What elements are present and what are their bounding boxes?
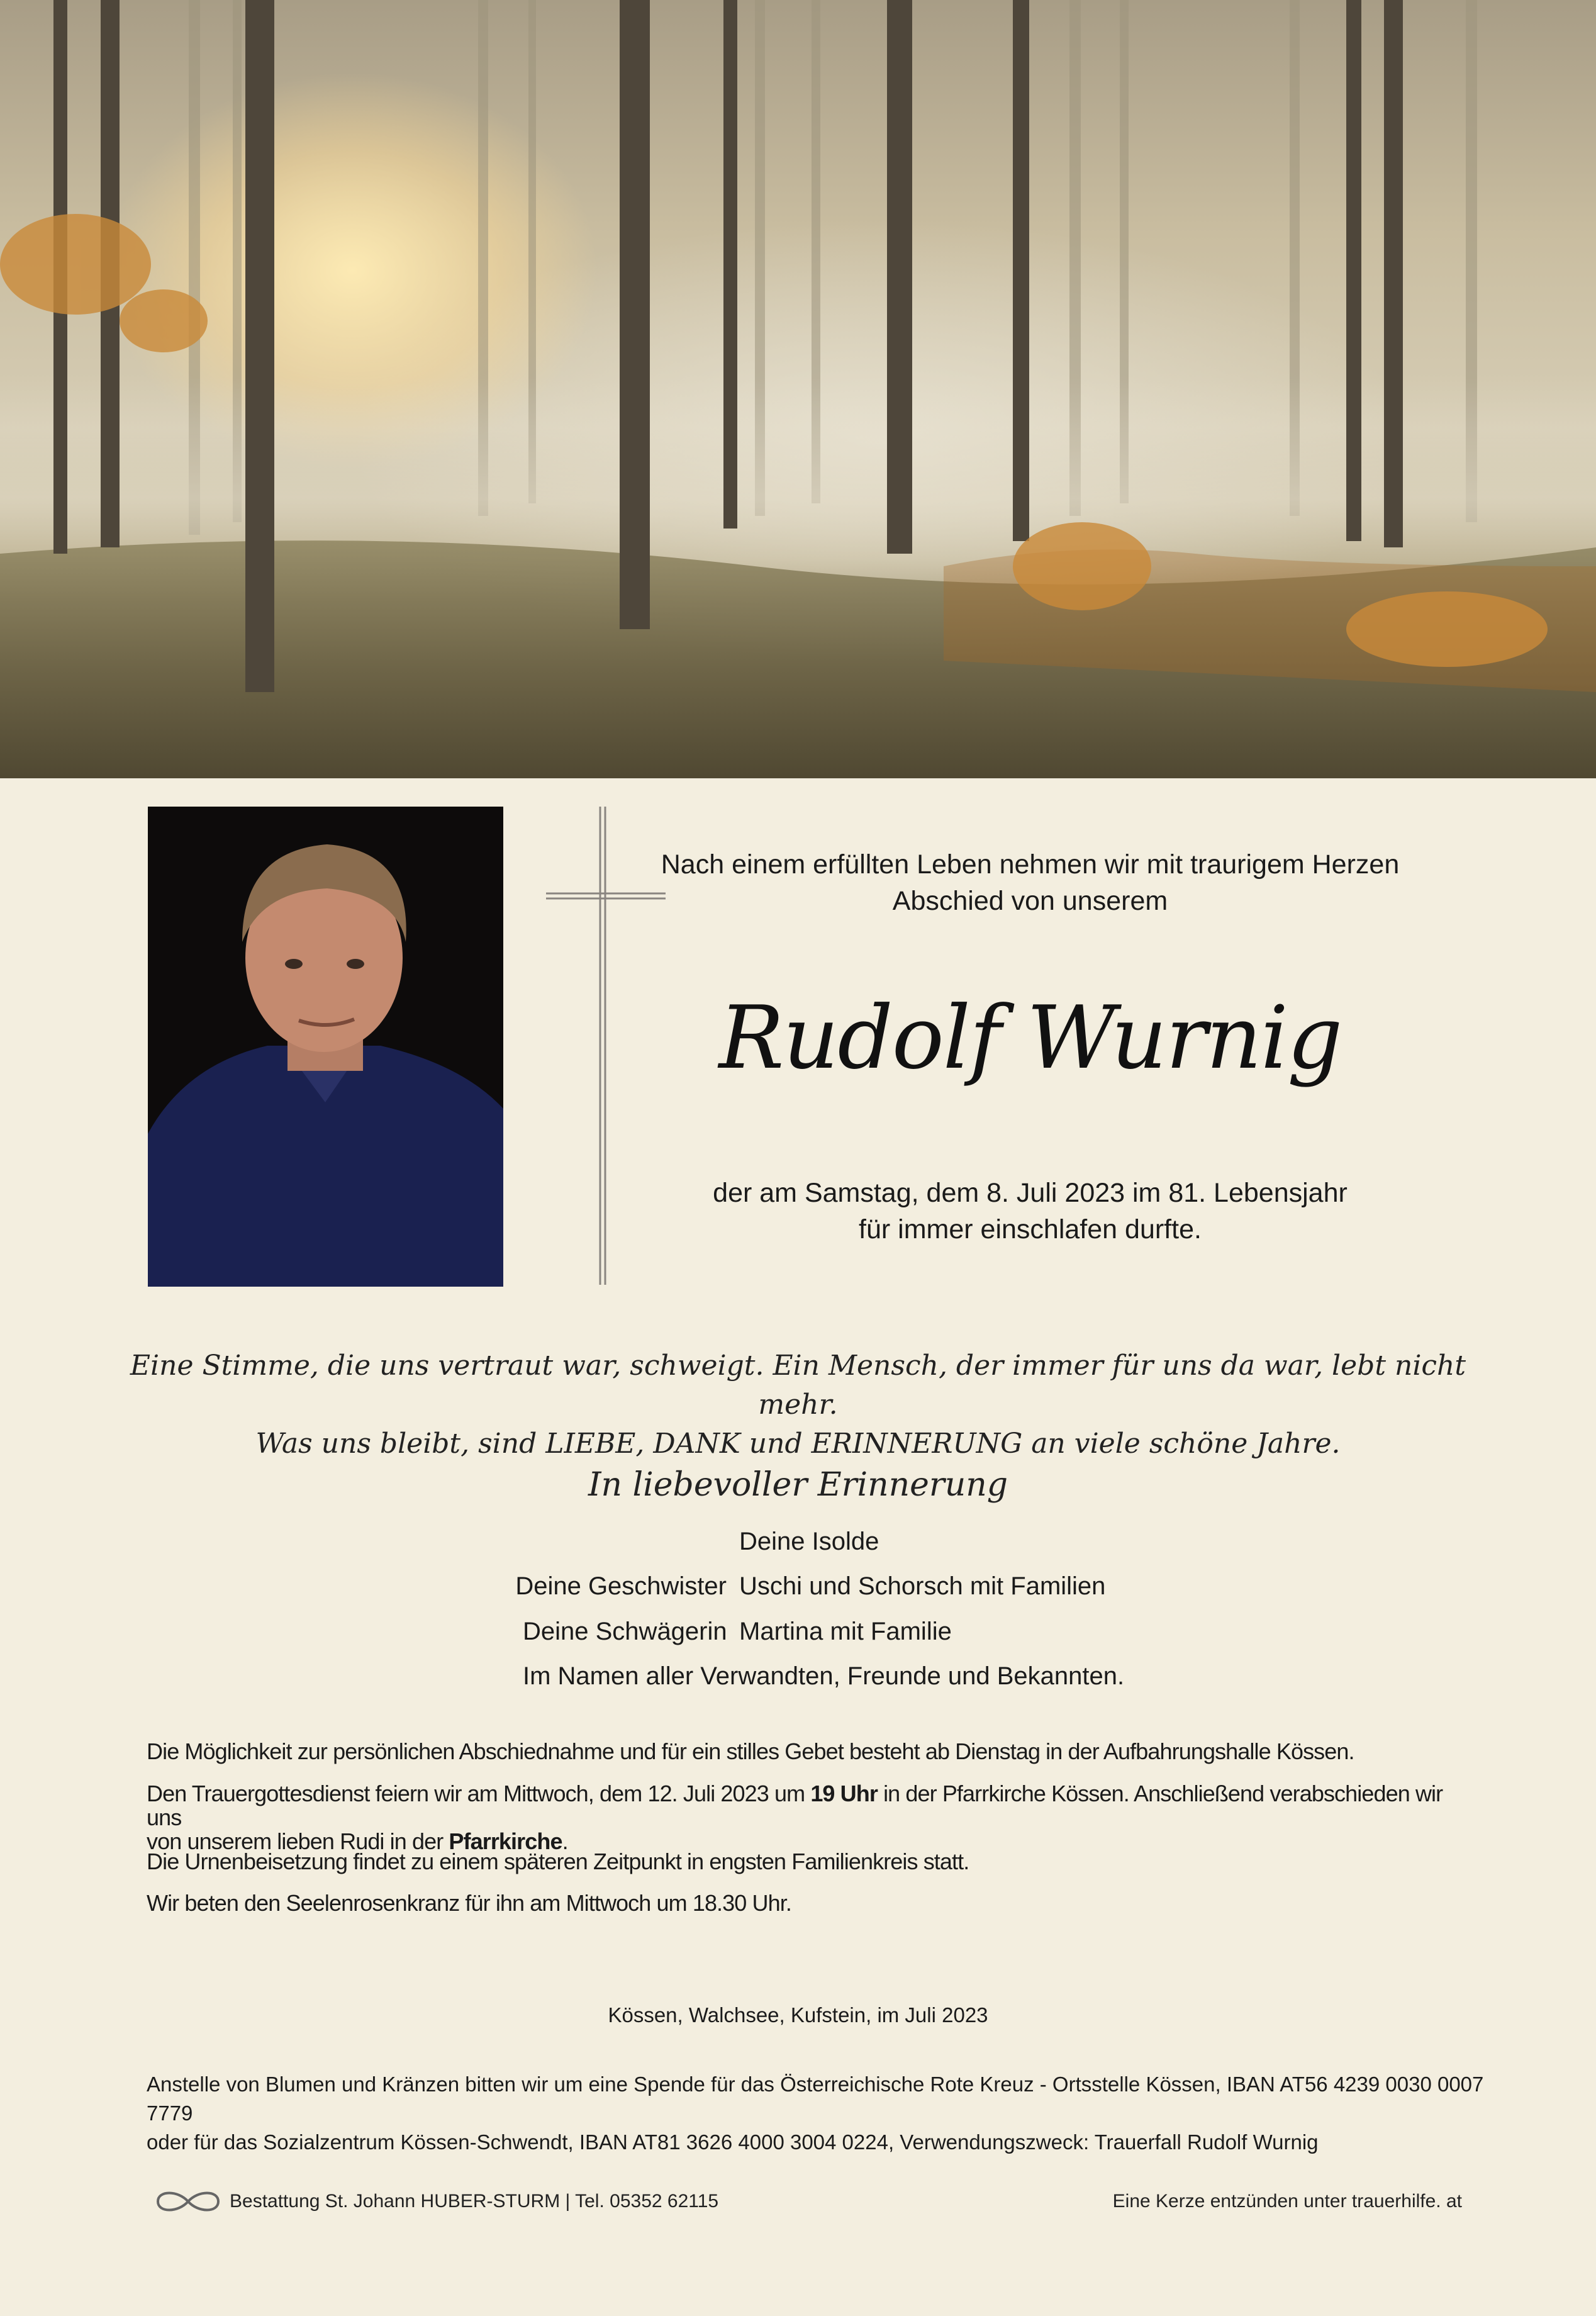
death-notice xyxy=(629,1175,1431,1248)
mourner-name: Deine Isolde xyxy=(739,1528,879,1555)
service-time: 19 Uhr xyxy=(810,1781,878,1806)
memorial-quote xyxy=(126,1346,1470,1463)
intro-text xyxy=(629,846,1431,919)
service-info xyxy=(147,1782,1468,1854)
mourner-role: Deine Schwägerin xyxy=(523,1618,727,1645)
mourner-role: Deine Geschwister xyxy=(515,1572,727,1600)
intro-line-1: Nach einem erfüllten Leben nehmen wir mit traurigem Herzen xyxy=(661,849,1400,880)
forest-illustration xyxy=(0,0,1596,778)
mourner-name: Uschi und Schorsch mit Familien xyxy=(739,1572,1106,1600)
death-line-1: der am Samstag, dem 8. Juli 2023 im 81. Lebensjahr xyxy=(713,1178,1348,1208)
portrait-photo xyxy=(148,807,503,1287)
undertaker-credit xyxy=(153,2189,718,2214)
donation-line-2: oder für das Sozialzentrum Kössen-Schwendt, IBAN AT81 3626 4000 3004 0224, Verwendungszweck: Trauerfall Rudolf Wurnig xyxy=(147,2130,1319,2154)
quote-line-2: Was uns bleibt, sind LIEBE, DANK und ERINNERUNG an viele schöne Jahre. xyxy=(255,1428,1341,1460)
death-line-2: für immer einschlafen durfte. xyxy=(859,1214,1202,1245)
donation-note xyxy=(147,2070,1499,2157)
mourners-closing: Im Namen aller Verwandten, Freunde und Bekannten. xyxy=(523,1662,1125,1690)
donation-line-1: Anstelle von Blumen und Kränzen bitten wir um eine Spende für das Österreichische Rote Kreuz - Ortsstelle Kössen, IBAN AT56 4239 0030 0007 7779 xyxy=(147,2073,1484,2125)
intro-line-2: Abschied von unserem xyxy=(892,886,1168,916)
quote-line-1: Eine Stimme, die uns vertraut war, schweigt. Ein Mensch, der immer für uns da war, lebt nicht mehr. xyxy=(130,1350,1466,1421)
undertaker-text: Bestattung St. Johann HUBER-STURM | Tel. 05352 62115 xyxy=(230,2191,719,2212)
service-text-pre: Den Trauergottesdienst feiern wir am Mittwoch, dem 12. Juli 2023 um xyxy=(147,1781,811,1806)
place-date: Kössen, Walchsee, Kufstein, im Juli 2023 xyxy=(608,2003,988,2027)
infinity-logo-icon xyxy=(153,2189,223,2214)
portrait-illustration xyxy=(148,807,503,1287)
mourner-name: Martina mit Familie xyxy=(739,1618,952,1645)
deceased-name: Rudolf Wurnig xyxy=(718,987,1342,1088)
urn-info: Die Urnenbeisetzung findet zu einem späteren Zeitpunkt in engsten Familienkreis statt. xyxy=(147,1849,969,1874)
service-text-mid: in der Pfarrkirche Kössen. Anschließend verabschieden wir uns xyxy=(147,1781,1443,1830)
viewing-info: Die Möglichkeit zur persönlichen Abschiednahme und für ein stilles Gebet besteht ab Dienstag in der Aufbahrungshalle Kössen. xyxy=(147,1738,1354,1764)
service-text-end: . xyxy=(562,1828,568,1854)
service-place: Pfarrkirche xyxy=(449,1828,562,1854)
memory-title: In liebevoller Erinnerung xyxy=(588,1466,1008,1504)
rosary-info: Wir beten den Seelenrosenkranz für ihn am Mittwoch um 18.30 Uhr. xyxy=(147,1890,791,1916)
candle-link[interactable]: Eine Kerze entzünden unter trauerhilfe. at xyxy=(1112,2191,1462,2212)
header-forest-image xyxy=(0,0,1596,778)
service-text-line2: von unserem lieben Rudi in der xyxy=(147,1828,449,1854)
